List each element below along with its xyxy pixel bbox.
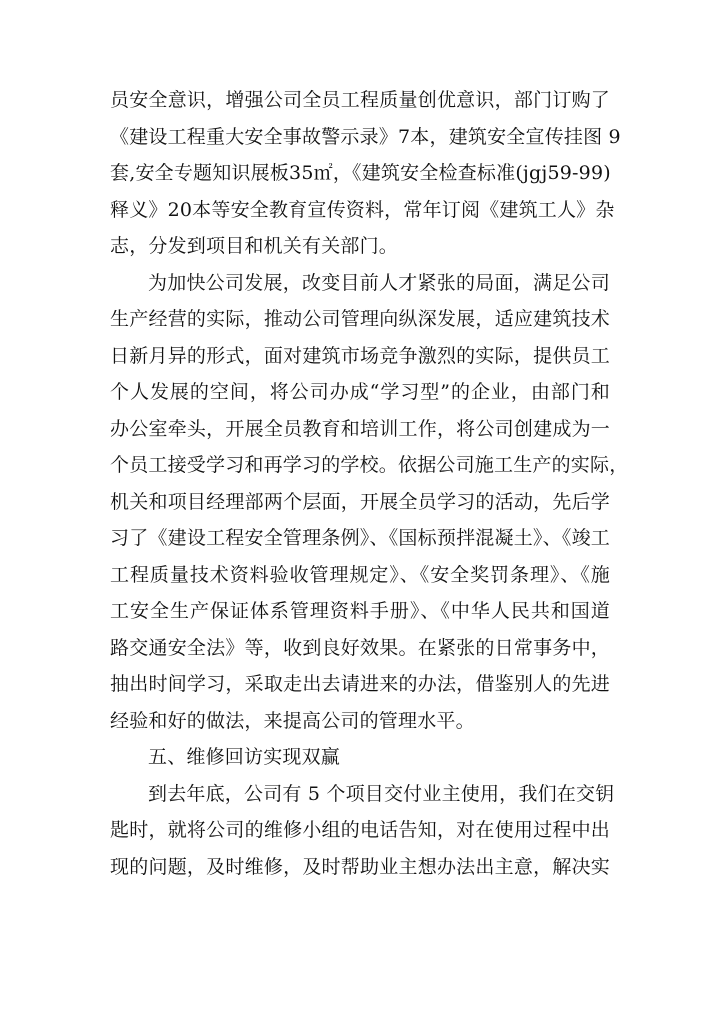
text-line: 经验和好的做法，来提高公司的管理水平。 xyxy=(110,709,475,732)
text-line: 释义》20本等安全教育宣传资料，常年订阅《建筑工人》杂 xyxy=(110,198,615,221)
body-text xyxy=(110,82,629,885)
text-line: 办公室牵头，开展全员教育和培训工作，将公司创建成为一 xyxy=(110,417,610,440)
text-line: 日新月异的形式，面对建筑市场竞争激烈的实际，提供员工 xyxy=(110,344,610,367)
text-line: 抽出时间学习，采取走出去请进来的办法，借鉴别人的先进 xyxy=(110,673,610,695)
text-line: 习了《建设工程安全管理条例》、《国标预拌混凝土》、《竣工 xyxy=(110,527,610,549)
text-line: 工安全生产保证体系管理资料手册》、《中华人民共和国道 xyxy=(110,600,610,622)
text-line: 志，分发到项目和机关有关部门。 xyxy=(110,235,399,257)
text-line: 到去年底，公司有 5 个项目交付业主使用，我们在交钥 xyxy=(148,782,615,805)
text-line: 为加快公司发展，改变目前人才紧张的局面，满足公司 xyxy=(148,271,610,294)
text-line: 工程质量技术资料验收管理规定》、《安全奖罚条理》、《施 xyxy=(110,563,610,586)
text-line: 个员工接受学习和再学习的学校。依据公司施工生产的实际， xyxy=(110,454,629,476)
text-line: 五、维修回访实现双赢 xyxy=(148,746,341,768)
text-line: 套,安全专题知识展板35㎡，《建筑安全检查标准(jgj59-99) xyxy=(110,162,611,184)
text-line: 生产经营的实际，推动公司管理向纵深发展，适应建筑技术 xyxy=(110,308,610,330)
text-line: 匙时，就将公司的维修小组的电话告知，对在使用过程中出 xyxy=(110,819,610,841)
text-line: 现的问题，及时维修，及时帮助业主想办法出主意，解决实 xyxy=(110,855,610,878)
text-line: 路交通安全法》等，收到良好效果。在紧张的日常事务中， xyxy=(110,636,610,659)
text-line: 个人发展的空间，将公司办成“学习型”的企业，由部门和 xyxy=(110,381,610,403)
text-line: 机关和项目经理部两个层面，开展全员学习的活动，先后学 xyxy=(110,490,610,513)
text-line: 《建设工程重大安全事故警示录》7本，建筑安全宣传挂图 9 xyxy=(110,125,621,148)
text-line: 员安全意识，增强公司全员工程质量创优意识，部门订购了 xyxy=(110,89,610,111)
